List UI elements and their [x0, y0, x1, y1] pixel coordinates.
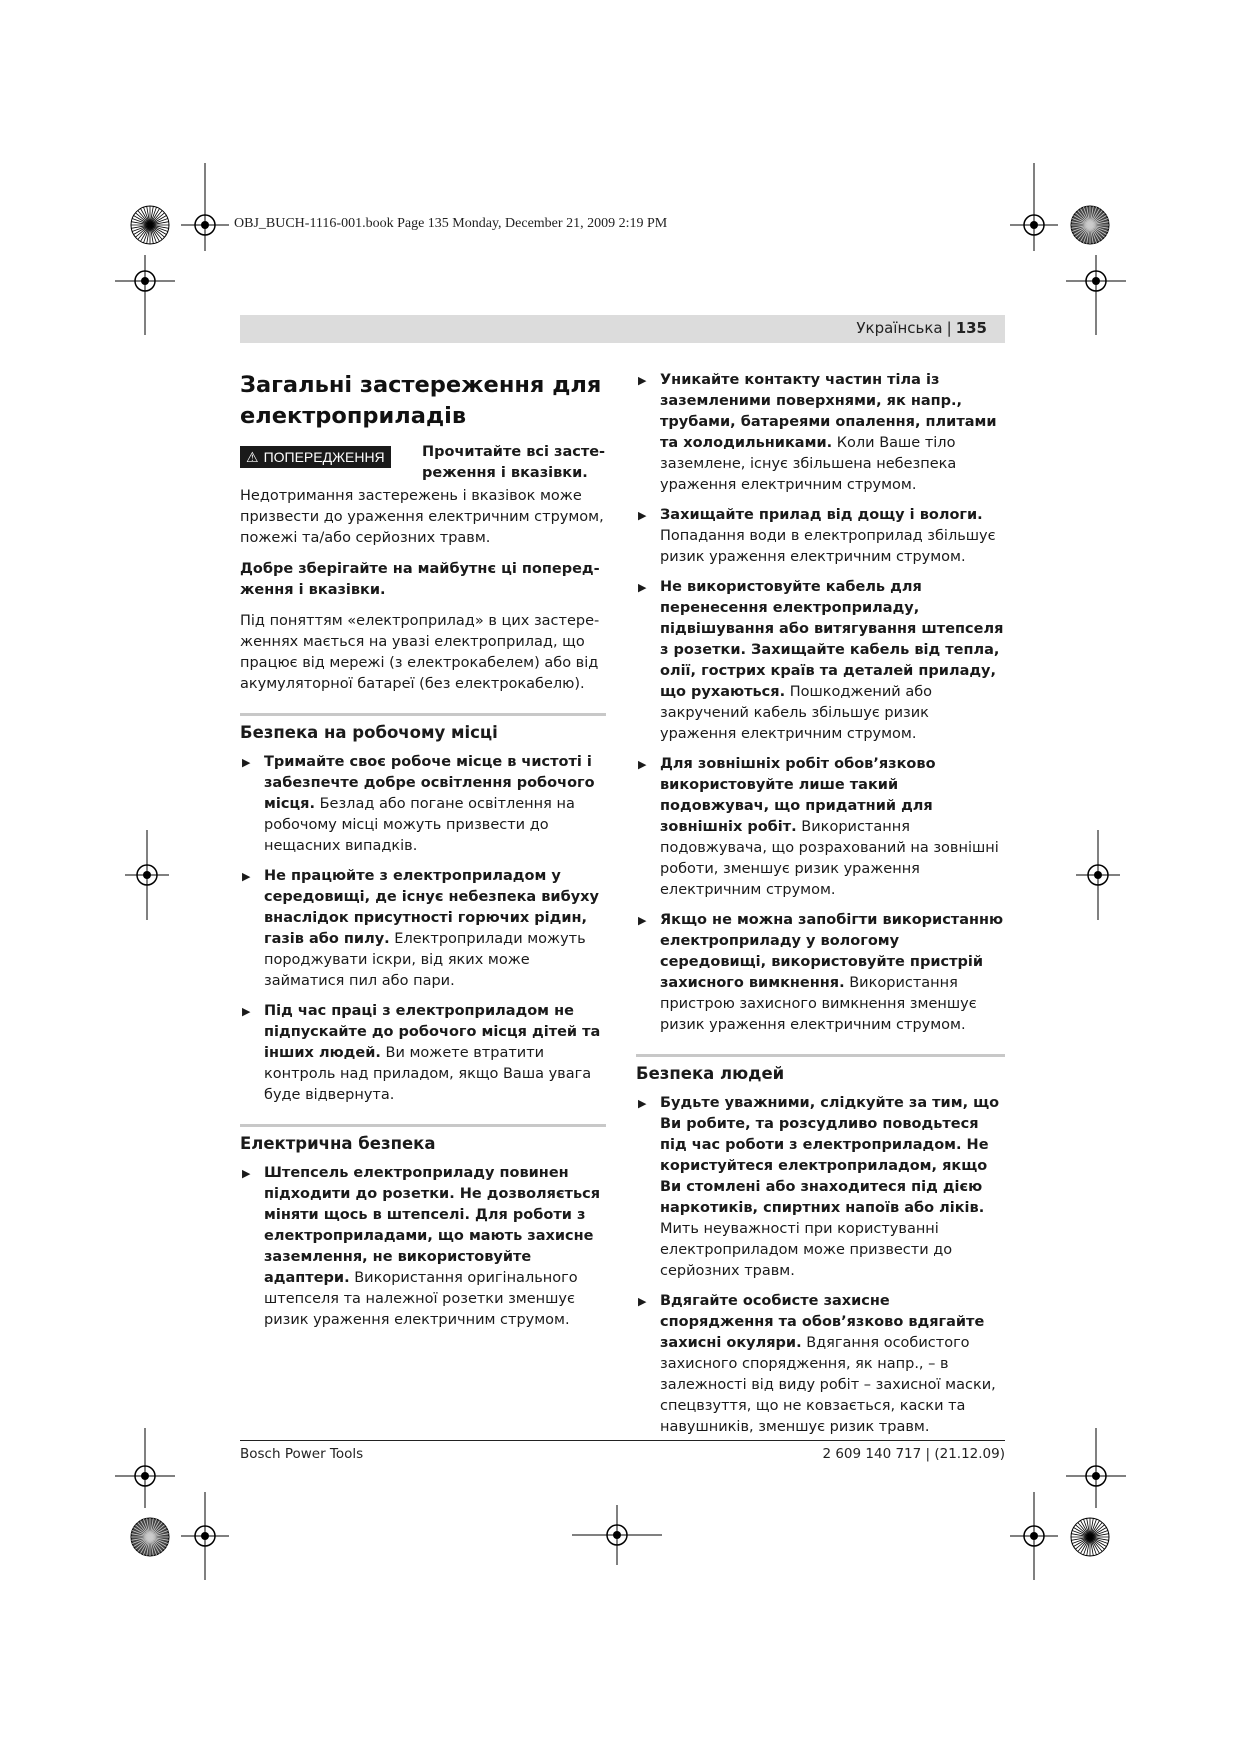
section-heading: Безпека людей [636, 1064, 785, 1083]
starburst-icon [130, 1517, 170, 1557]
warning-triangle-icon: ⚠ [246, 449, 259, 465]
crosshair-icon [125, 830, 169, 920]
list-item: ▶ Штепсель електроприладу повинен підходити до розетки. Не дозволяється міняти щось в штепселі. Для роботи з електроприладами, що мають захисне заземлення, не використовуйте адаптери. Використання оригінального штепселя та належної розетки зменшує ризик ураження електричним струмом. [242, 1165, 601, 1328]
footer-divider [240, 1440, 1005, 1441]
warning-block [240, 442, 606, 484]
footer-brand: Bosch Power Tools [240, 1446, 364, 1462]
list-item: ▶ Для зовнішніх робіт обов’язково використовуйте лише такий подовжувач, що придатний для зовнішніх робіт. Використання подовжувача, що розрахований на зовнішні роботи, зменшує ризик ураження електричним струмом. [638, 756, 999, 898]
list-item: ▶ Захищайте прилад від дощу і вологи. Попадання води в електроприлад збільшує ризик ураження електричним струмом. [638, 507, 996, 565]
crosshair-icon [1076, 830, 1120, 920]
triangle-right-icon: ▶ [242, 756, 251, 769]
crosshair-icon [1010, 163, 1058, 251]
triangle-right-icon: ▶ [638, 581, 647, 594]
running-header: Українська | 135 [240, 315, 1005, 343]
crosshair-icon [572, 1505, 662, 1565]
starburst-icon [1070, 205, 1110, 245]
language-label: Українська [856, 319, 943, 337]
triangle-right-icon: ▶ [638, 914, 647, 927]
triangle-right-icon: ▶ [242, 1167, 251, 1180]
footer-doc-number: 2 609 140 717 | (21.12.09) [822, 1446, 1005, 1462]
triangle-right-icon: ▶ [242, 1005, 251, 1018]
starburst-icon [130, 205, 170, 245]
section-divider [636, 1054, 1005, 1057]
section-workplace-safety [240, 713, 606, 1106]
crosshair-icon [115, 255, 175, 335]
section-heading: Безпека на робочому місці [240, 723, 498, 742]
section-divider [240, 713, 606, 716]
list-item: ▶ Якщо не можна запобігти використанню електроприладу у вологому середовищі, використовуйте пристрій захисного вимкнення. Використання пристрою захисного вимкнення зменшує ризик ураження електричним струмом. [638, 912, 1004, 1033]
crosshair-icon [115, 1428, 175, 1508]
section-electrical-safety [240, 1124, 606, 1331]
warning-text: Прочитайте всі засте-реження і вказівки. [422, 444, 606, 481]
triangle-right-icon: ▶ [638, 509, 647, 522]
section-personal-safety [636, 1054, 1005, 1438]
item-list [636, 370, 1005, 1036]
crosshair-icon [181, 163, 229, 251]
crosshair-icon [1066, 255, 1126, 335]
left-column [240, 370, 606, 1340]
item-list [240, 1163, 606, 1331]
list-item: ▶ Під час праці з електроприладом не підпускайте до робочого місця дітей та інших людей. Ви можете втратити контроль над приладом, якщо Ваша увага буде відвернута. [242, 1003, 601, 1103]
list-item: ▶ Не працюйте з електроприладом у середовищі, де існує небезпека вибуху внаслідок присутності горючих рідин, газів або пилу. Електроприлади можуть породжувати іскри, від яких може займатися пил або пари. [242, 868, 599, 989]
intro-paragraph: Недотримання застережень і вказівок може призвести до ураження електричним струмом, пожежі та/або серйозних травм. [240, 488, 604, 546]
keep-note: Добре зберігайте на майбутнє ці поперед-ження і вказівки. [240, 561, 600, 598]
section-divider [240, 1124, 606, 1127]
section-heading: Електрична безпека [240, 1134, 436, 1153]
list-item: ▶ Уникайте контакту частин тіла із заземленими поверхнями, як напр., трубами, батареями опалення, плитами та холодильниками. Коли Ваше тіло заземлене, існує збільшена небезпека ураження електричним струмом. [638, 372, 997, 493]
crosshair-icon [181, 1492, 229, 1580]
print-header: OBJ_BUCH-1116-001.book Page 135 Monday, December 21, 2009 2:19 PM [234, 216, 668, 231]
starburst-icon [1070, 1517, 1110, 1557]
crosshair-icon [1066, 1428, 1126, 1508]
triangle-right-icon: ▶ [638, 758, 647, 771]
crosshair-icon [1010, 1492, 1058, 1580]
warning-badge: ⚠ ПОПЕРЕДЖЕННЯ [240, 446, 391, 468]
list-item: ▶ Не використовуйте кабель для перенесення електроприладу, підвішування або витягування штепселя з розетки. Захищайте кабель від тепла, олії, гострих країв та деталей приладу, що рухаються. Пошкоджений або закручений кабель збільшує ризик ураження електричним струмом. [638, 579, 1004, 742]
triangle-right-icon: ▶ [638, 1295, 647, 1308]
list-item: ▶ Тримайте своє робоче місце в чистоті і забезпечте добре освітлення робочого місця. Безлад або погане освітлення на робочому місці можуть призвести до нещасних випадків. [242, 754, 595, 854]
item-list [240, 752, 606, 1106]
triangle-right-icon: ▶ [638, 374, 647, 387]
triangle-right-icon: ▶ [638, 1097, 647, 1110]
triangle-right-icon: ▶ [242, 870, 251, 883]
right-column [636, 370, 1005, 1447]
list-item: ▶ Будьте уважними, слідкуйте за тим, що Ви робите, та розсудливо поводьтеся під час роботи з електроприладом. Не користуйтеся електроприладом, якщо Ви стомлені або знаходитеся під дією наркотиків, спиртних напоїв або ліків. Мить неуважності при користуванні електроприладом може призвести до серйозних травм. [638, 1095, 1000, 1279]
definition-paragraph: Під поняттям «електроприлад» в цих застере-женнях мається на увазі електроприлад, що працює від мережі (з електрокабелем) або від акумуляторної батареї (без електрокабелю). [240, 613, 600, 692]
list-item: ▶ Вдягайте особисте захисне спорядження та обов’язково вдягайте захисні окуляри. Вдягання особистого захисного спорядження, як напр., – в залежності від виду робіт – захисної маски, спецвзуття, що не ковзається, каски та навушників, зменшує ризик травм. [638, 1293, 996, 1435]
item-list [636, 1093, 1005, 1438]
page-number: 135 [955, 319, 987, 337]
page-title: Загальні застереження для електроприладів [240, 372, 602, 429]
